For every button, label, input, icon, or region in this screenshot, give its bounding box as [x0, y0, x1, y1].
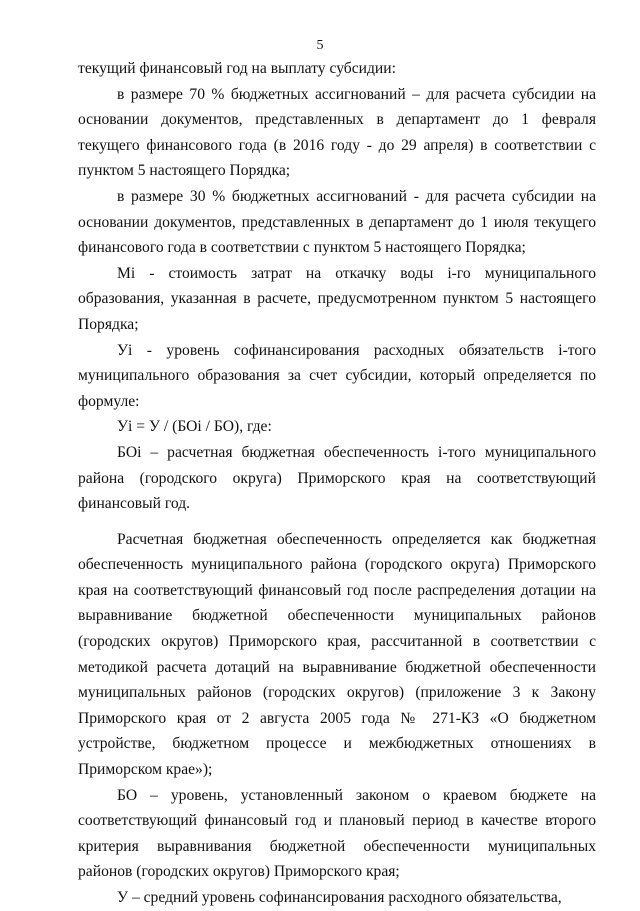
document-body — [78, 56, 596, 911]
paragraph-continuation: текущий финансовый год на выплату субсидии: — [78, 60, 396, 77]
paragraph-bo-definition: БО – уровень, установленный законом о краевом бюджете на соответствующий финансовый год и плановый период в качестве второго критерия выравнивания бюджетной обеспеченности муниципальных районов (городских округов) Приморского края; — [78, 786, 596, 881]
paragraph-30-percent: в размере 30 % бюджетных ассигнований - для расчета субсидии на основании документов, представленных в департамент до 1 июля текущего финансового года в соответствии с пунктом 5 настоящего Порядка; — [78, 187, 596, 257]
formula-line: Уi = У / (БОi / БО), где: — [117, 418, 272, 436]
page-number: 5 — [316, 38, 324, 53]
paragraph-mi-definition: Mi - стоимость затрат на откачку воды i-го муниципального образования, указанная в расчете, предусмотренном пунктом 5 настоящего Порядка; — [78, 264, 596, 333]
paragraph-y-definition: У – средний уровень софинансирования расходного обязательства, — [117, 889, 562, 906]
paragraph-70-percent: в размере 70 % бюджетных ассигнований – для расчета субсидии на основании документов, представленных в департамент до 1 февраля текущего финансового года (в 2016 году - до 29 апреля) в соответствии с пунктом 5 настоящего Порядка; — [78, 85, 596, 180]
paragraph-budget-provision: Расчетная бюджетная обеспеченность определяется как бюджетная обеспеченность муниципального района (городского округа) Приморского края на соответствующий финансовый год после распределения дотации на выравнивание бюджетной обеспеченности муниципальных районов (городских округов) Приморского края, рассчитанной в соответствии с методикой расчета дотаций на выравнивание бюджетной обеспеченности муниципальных районов (городских округов) (приложение 3 к Закону Приморского края от 2 августа 2005 года № 271-КЗ «О бюджетном устройстве, бюджетном процессе и межбюджетных отношениях в Приморском крае»); — [78, 530, 596, 779]
paragraph-boi-definition: БОi – расчетная бюджетная обеспеченность i-того муниципального района (городского округа) Приморского края на соответствующий финансовый год. — [78, 443, 596, 513]
paragraph-yi-definition: Уi - уровень софинансирования расходных обязательств i-того муниципального образования за счет субсидии, который определяется по формуле: — [78, 341, 596, 410]
